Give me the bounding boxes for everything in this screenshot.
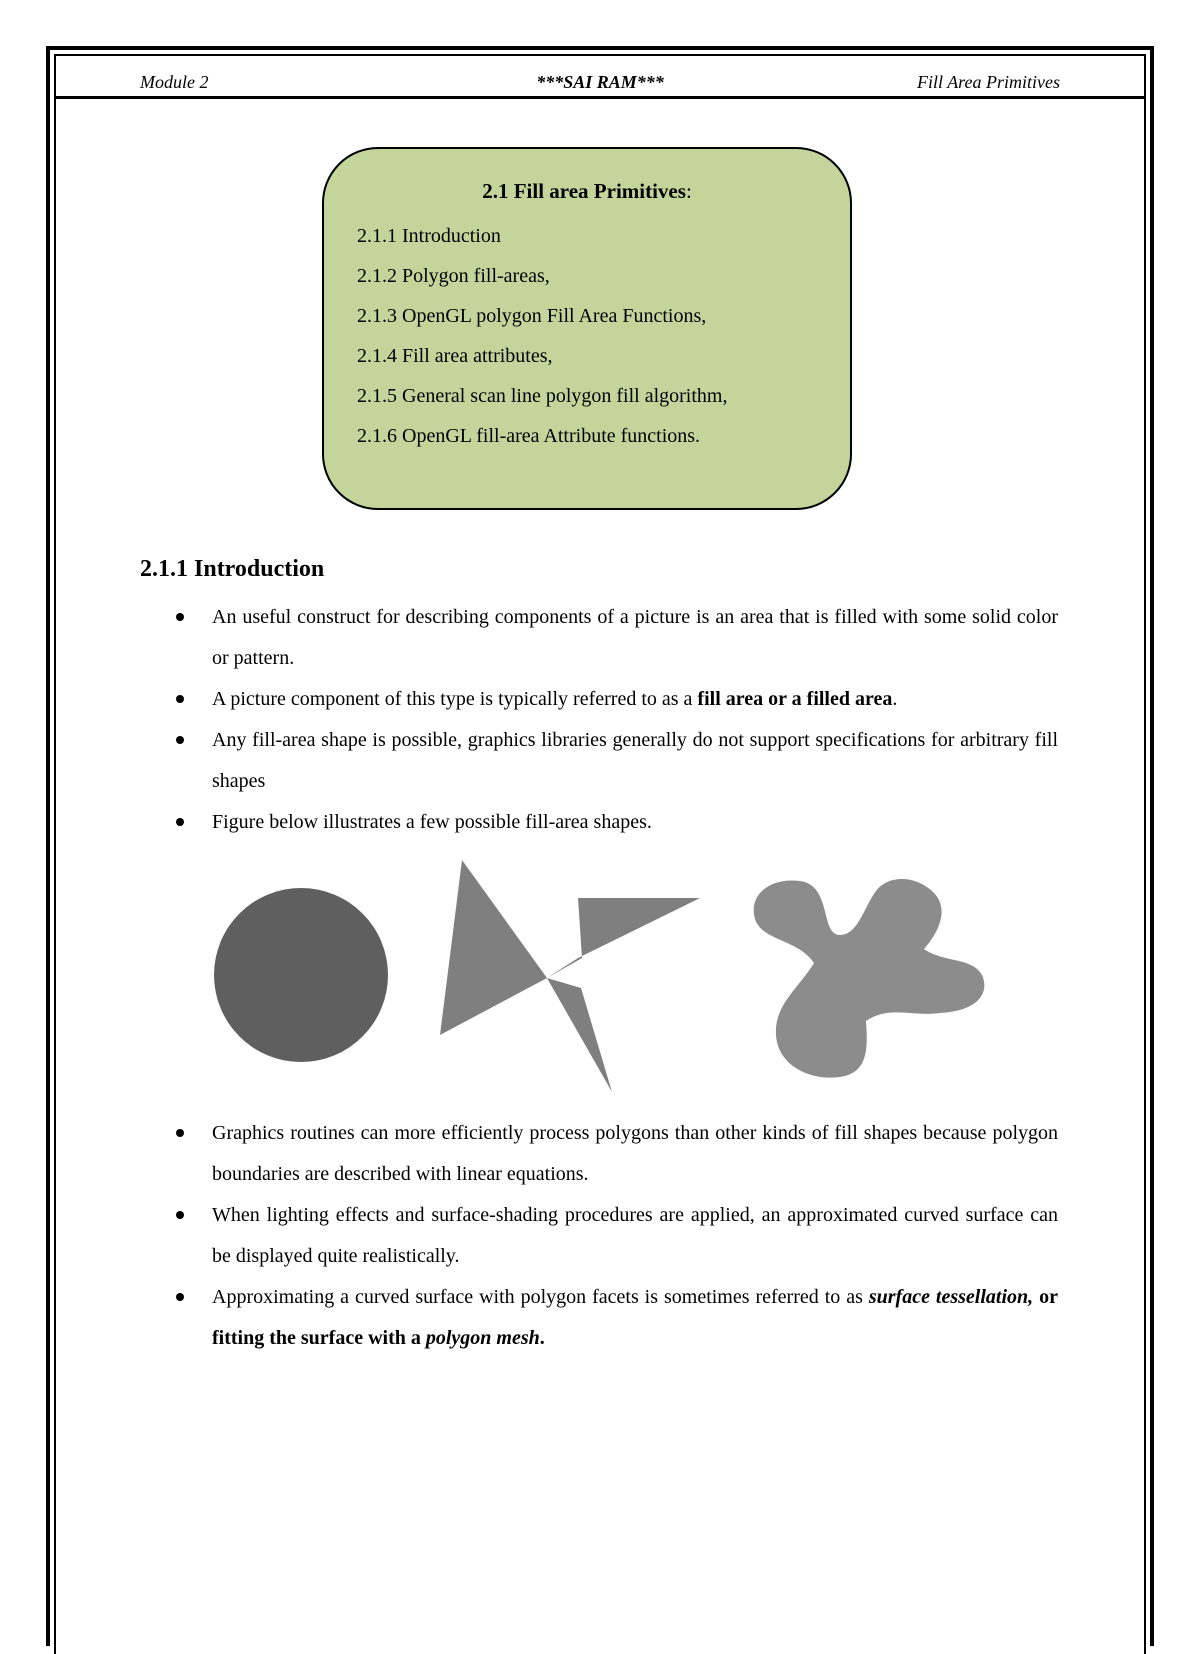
bullet-list-intro bbox=[140, 597, 1058, 843]
list-item bbox=[140, 1113, 1058, 1195]
self-intersecting-polygon-shape bbox=[440, 860, 700, 1092]
contents-item: 2.1.1 Introduction bbox=[357, 225, 501, 247]
term-surface-tessellation: surface tessellation, bbox=[868, 1286, 1034, 1308]
list-item bbox=[140, 1195, 1058, 1277]
header-rule bbox=[56, 96, 1144, 99]
list-item bbox=[140, 1277, 1058, 1359]
list-item bbox=[140, 597, 1058, 679]
contents-item: 2.1.4 Fill area attributes, bbox=[357, 345, 553, 367]
contents-title-colon: : bbox=[685, 179, 692, 203]
bullet-icon bbox=[176, 1211, 184, 1219]
bullet-icon bbox=[176, 1129, 184, 1137]
bullet-list-polygons bbox=[140, 1113, 1058, 1359]
header-module: Module 2 bbox=[140, 72, 209, 92]
section-heading: 2.1.1 Introduction bbox=[140, 556, 325, 582]
contents-list bbox=[357, 221, 727, 461]
bullet-icon bbox=[176, 613, 184, 621]
blob-shape bbox=[754, 879, 985, 1078]
list-item bbox=[140, 679, 1058, 720]
contents-item: 2.1.2 Polygon fill-areas, bbox=[357, 265, 550, 287]
contents-item: 2.1.6 OpenGL fill-area Attribute functions. bbox=[357, 425, 701, 447]
list-item bbox=[140, 802, 1058, 843]
list-item-text: Approximating a curved surface with polygon facets is sometimes referred to as bbox=[212, 1286, 869, 1308]
list-item-bold: fill area or a filled area bbox=[697, 688, 893, 710]
list-item-bold: or fitting the surface with a bbox=[212, 1286, 1058, 1349]
term-polygon-mesh: polygon mesh bbox=[425, 1327, 540, 1349]
page-header bbox=[140, 72, 1060, 96]
contents-box bbox=[322, 147, 852, 510]
contents-item: 2.1.5 General scan line polygon fill algorithm, bbox=[357, 385, 728, 407]
contents-item: 2.1.3 OpenGL polygon Fill Area Functions, bbox=[357, 305, 707, 327]
contents-title bbox=[324, 179, 850, 204]
header-title: ***SAI RAM*** bbox=[536, 72, 664, 92]
bullet-icon bbox=[176, 736, 184, 744]
bullet-icon bbox=[176, 818, 184, 826]
list-item-tail: . bbox=[539, 1327, 545, 1349]
contents-title-text: 2.1 Fill area Primitives bbox=[482, 179, 686, 203]
bullet-icon bbox=[176, 1293, 184, 1301]
list-item-text: When lighting effects and surface-shading procedures are applied, an approximated curved surface can be displayed quite realistically. bbox=[212, 1204, 1058, 1267]
circle-shape bbox=[214, 888, 388, 1062]
bullet-icon bbox=[176, 695, 184, 703]
fill-area-shapes-figure bbox=[200, 855, 1000, 1100]
list-item-text: An useful construct for describing components of a picture is an area that is filled with some solid color or pattern. bbox=[212, 606, 1058, 669]
list-item-tail: . bbox=[892, 688, 898, 710]
list-item-text: Graphics routines can more efficiently process polygons than other kinds of fill shapes because polygon boundaries are described with linear equations. bbox=[212, 1122, 1058, 1185]
list-item bbox=[140, 720, 1058, 802]
list-item-text: A picture component of this type is typically referred to as a bbox=[212, 688, 698, 710]
list-item-text: Any fill-area shape is possible, graphics libraries generally do not support specifications for arbitrary fill shapes bbox=[212, 729, 1058, 792]
list-item-text: Figure below illustrates a few possible fill-area shapes. bbox=[212, 811, 652, 833]
header-topic: Fill Area Primitives bbox=[917, 72, 1060, 92]
